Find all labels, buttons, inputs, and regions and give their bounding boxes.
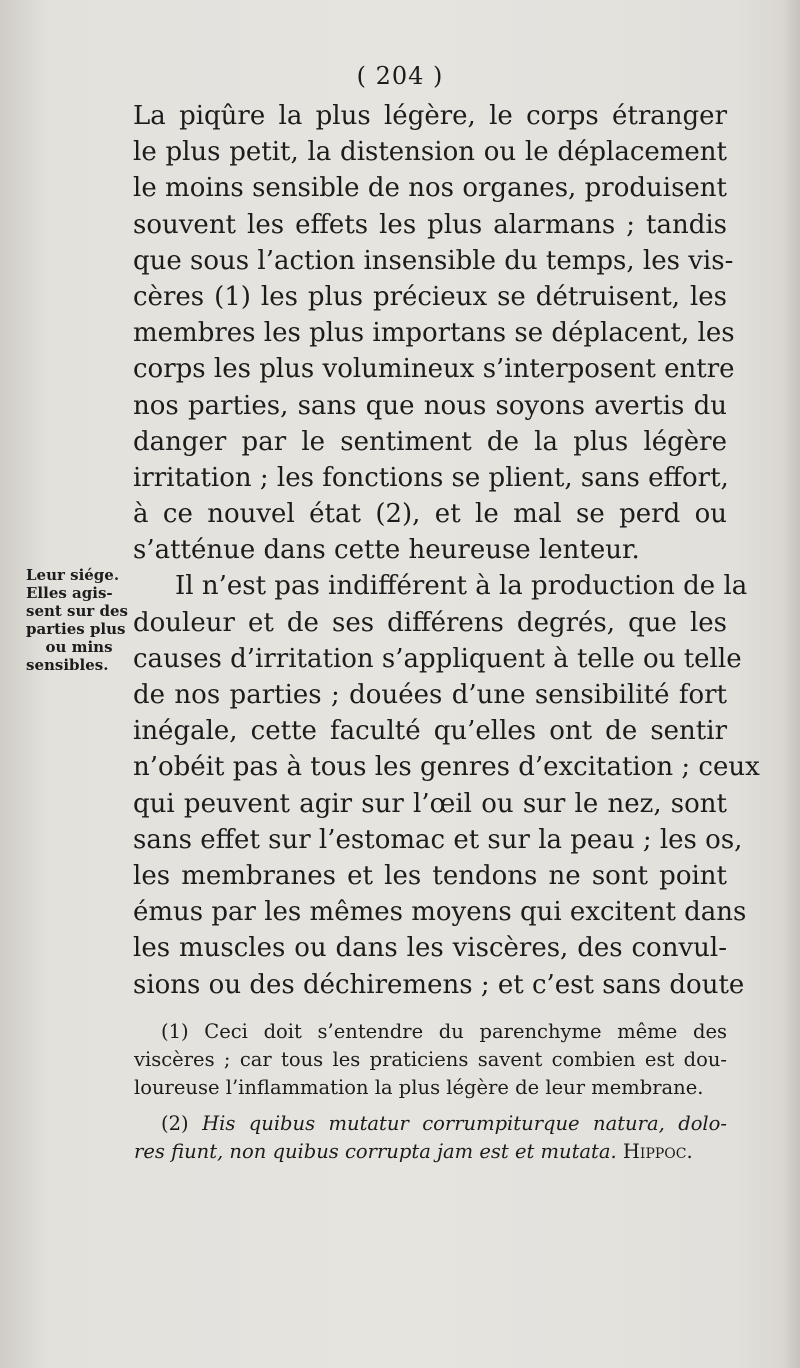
main-text-block	[133, 98, 760, 1003]
footnote-2-line	[134, 1138, 727, 1166]
margin-note	[26, 566, 132, 674]
page-edge-shadow	[782, 0, 800, 1368]
text-line: nos parties, sans que nous soyons avertis du	[133, 390, 727, 421]
text-line: s’atténue dans cette heureuse lenteur.	[133, 535, 640, 566]
footnote-2-author: Hippoc.	[622, 1140, 693, 1163]
text-line: que sous l’action insensible du temps, les vis-	[133, 245, 734, 276]
margin-note-line: parties plus	[26, 620, 126, 638]
text-line: le moins sensible de nos organes, produisent	[133, 173, 727, 204]
footnote-2-latin: res fiunt, non quibus corrupta jam est et mutata.	[134, 1140, 617, 1163]
text-line: le plus petit, la distension ou le déplacement	[133, 137, 727, 168]
margin-note-line: ou mins	[45, 638, 113, 656]
footnote-2-marker: (2)	[161, 1112, 189, 1135]
text-line: inégale, cette faculté qu’elles ont de sentir	[133, 716, 727, 747]
margin-note-line: sensibles.	[26, 656, 109, 674]
text-line: irritation ; les fonctions se plient, sans effort,	[133, 462, 729, 493]
text-line: les membranes et les tendons ne sont point	[133, 860, 727, 891]
text-line: qui peuvent agir sur l’œil ou sur le nez, sont	[133, 788, 727, 819]
footnote-1-line: loureuse l’inflammation la plus légère de leur membrane.	[134, 1076, 704, 1099]
text-line: douleur et de ses différens degrés, que les	[133, 607, 727, 638]
text-line: les muscles ou dans les viscères, des convul-	[133, 933, 727, 964]
text-line: causes d’irritation s’appliquent à telle ou telle	[133, 643, 742, 674]
text-line: Il n’est pas indifférent à la production de la	[175, 571, 748, 602]
text-line: sions ou des déchiremens ; et c’est sans doute	[133, 969, 745, 1000]
margin-note-line: Leur siége.	[26, 566, 120, 584]
footnotes	[134, 1018, 727, 1166]
text-line: membres les plus importans se déplacent, les	[133, 318, 735, 349]
footnote-2-line	[161, 1110, 727, 1138]
footnote-2-latin: His quibus mutatur corrumpiturque natura, dolo-	[202, 1112, 727, 1135]
text-line: de nos parties ; douées d’une sensibilité fort	[133, 680, 727, 710]
page-number: ( 204 )	[356, 62, 444, 90]
footnote-1-line: (1) Ceci doit s’entendre du parenchyme même des	[161, 1020, 727, 1043]
margin-note-line: sent sur des	[26, 602, 128, 620]
footnote-1-line: viscères ; car tous les praticiens savent combien est dou-	[134, 1048, 727, 1071]
margin-note-line: Elles agis-	[26, 584, 113, 602]
text-line: danger par le sentiment de la plus légère	[133, 426, 727, 457]
text-line: cères (1) les plus précieux se détruisent, les	[133, 281, 727, 312]
text-line: émus par les mêmes moyens qui excitent dans	[133, 897, 747, 928]
text-line: à ce nouvel état (2), et le mal se perd ou	[133, 499, 727, 530]
text-line: corps les plus volumineux s’interposent entre	[133, 354, 735, 385]
text-line: sans effet sur l’estomac et sur la peau ; les os,	[133, 824, 743, 855]
text-line: souvent les effets les plus alarmans ; tandis	[133, 209, 727, 240]
text-line: La piqûre la plus légère, le corps étranger	[133, 101, 727, 131]
text-line: n’obéit pas à tous les genres d’excitation ; ceux	[133, 752, 760, 783]
